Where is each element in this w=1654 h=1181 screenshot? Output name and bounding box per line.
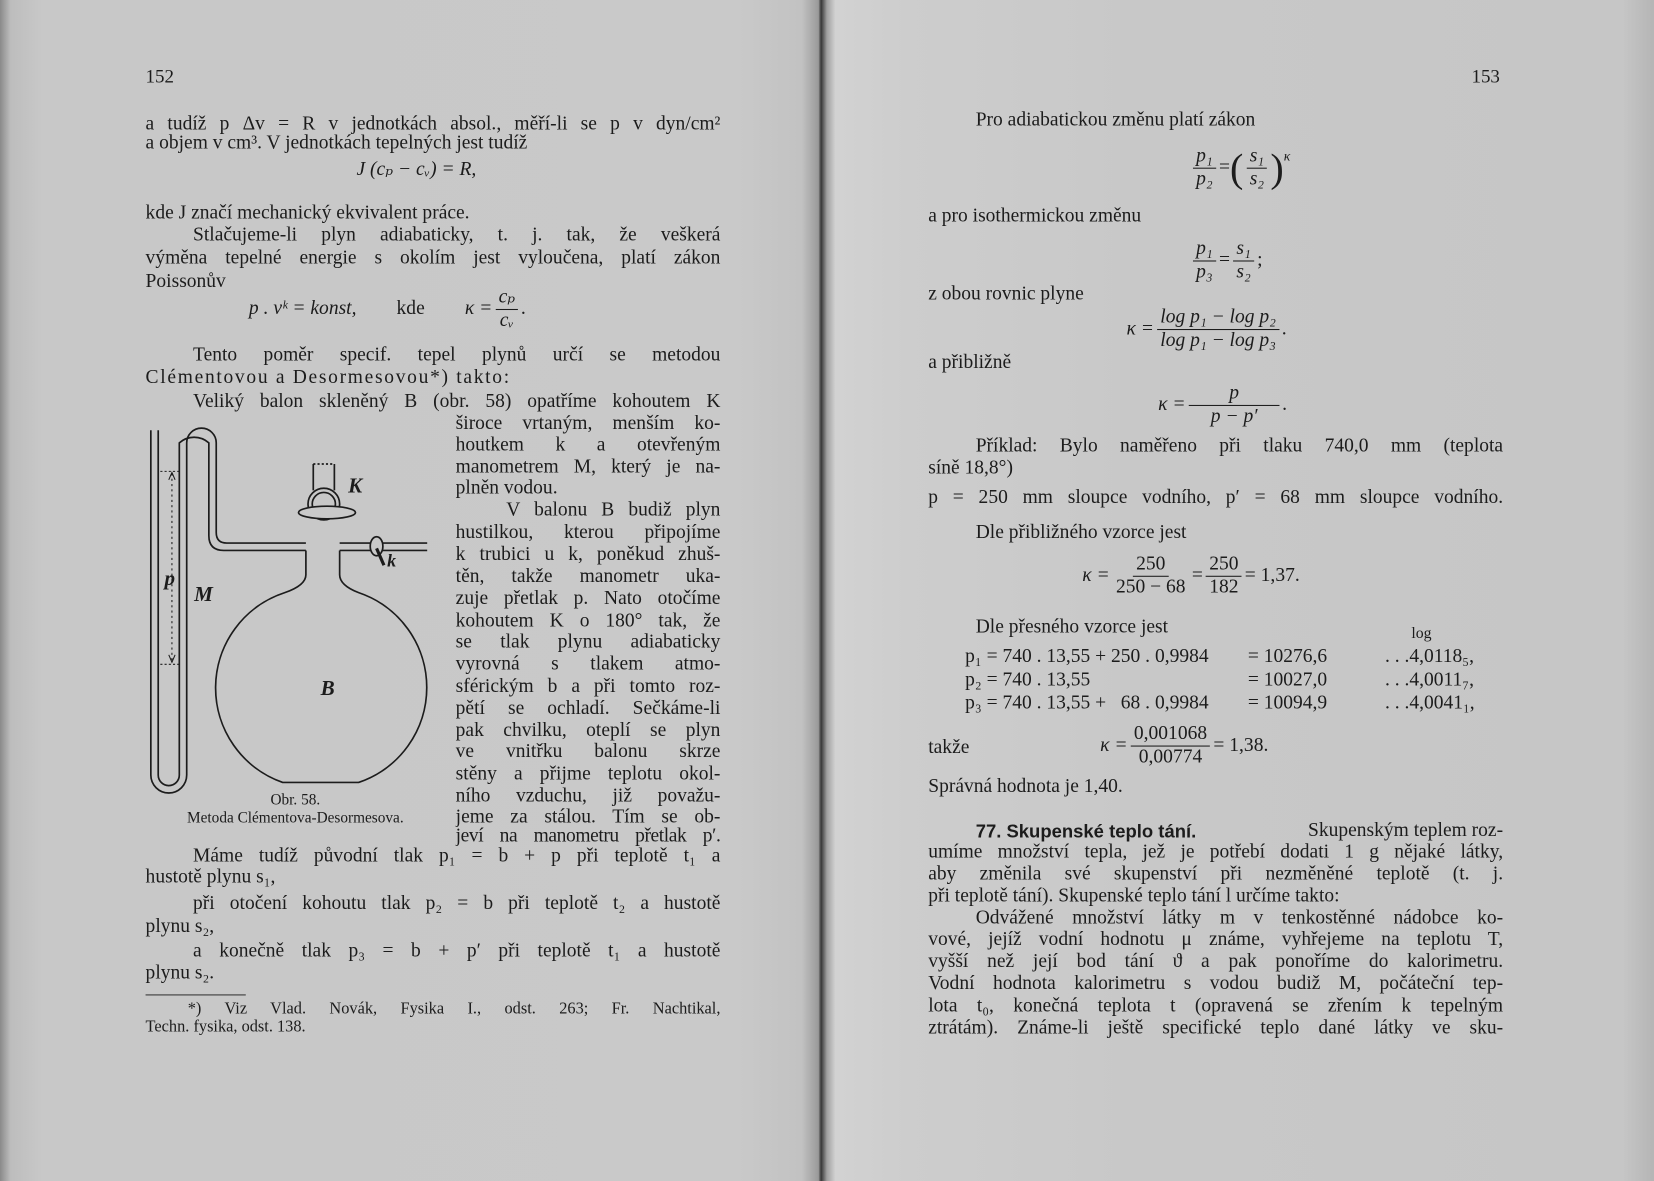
text-line: p = 250 mm sloupce vodního, p′ = 68 mm sloupce vodního.	[928, 487, 1504, 509]
text-line: široce vrtaným, menším ko-	[455, 413, 721, 435]
text-line: manometrem M, který je na-	[455, 456, 721, 478]
row-expression: p₃ = 740 . 13,55 + 68 . 0,9984	[965, 692, 1209, 714]
eq-kappa: κ =	[1126, 318, 1154, 340]
eq-kappa: κ =	[1158, 394, 1186, 416]
text-line: Odvážené množství látky m v tenkostěnné nádobce ko-	[975, 907, 1504, 930]
text-line: a pro isothermickou změnu	[928, 205, 1142, 227]
flask-B	[216, 550, 427, 782]
text-line: Clémentovou a Desormesovou*) takto:	[145, 366, 511, 389]
text-line: Správná hodnota je 1,40.	[928, 776, 1123, 798]
fraction	[1157, 307, 1279, 352]
eq-kappa: κ =	[1100, 734, 1128, 757]
exponent: κ	[1283, 147, 1291, 164]
eq-kappa: κ =	[1082, 565, 1110, 587]
fraction	[1206, 554, 1242, 599]
row-log: . . .4,0011₇,	[1384, 669, 1474, 691]
footnote-line: Techn. fysika, odst. 138.	[145, 1017, 306, 1036]
text-line: k trubici u k, poněkud zhuš-	[455, 544, 721, 566]
label-p: p	[164, 567, 176, 591]
row-value: = 10094,9	[1247, 692, 1328, 714]
row-value: = 10276,6	[1247, 646, 1328, 668]
text-line: vové, jejíž vodní hodnotu μ známe, vyhřejeme na teplotu T,	[928, 929, 1504, 951]
text-line: při otočení kohoutu tlak p₂ = b při teplotě t₂ a hustotě	[193, 893, 721, 915]
row-value: = 10027,0	[1247, 669, 1328, 691]
figure-number: Obr. 58.	[270, 791, 321, 809]
label-k: k	[387, 550, 397, 571]
denominator: s₂	[1236, 261, 1251, 283]
figure-caption: Metoda Clémentova-Desormesova.	[187, 809, 404, 827]
text-line: plynu s₂,	[145, 916, 215, 938]
text-line: zuje přetlak p. Nato otočíme	[455, 588, 721, 610]
eq-kde: kde	[396, 298, 425, 320]
text-line: výměna tepelné energie s okolím jest vyloučena, platí zákon	[145, 247, 721, 269]
text-line: V balonu B budiž plyn	[506, 499, 721, 521]
clement-desormes-apparatus-figure	[0, 0, 454, 844]
equation-example	[1082, 554, 1299, 599]
equation-adiabatic	[1190, 146, 1291, 191]
page-number: 153	[1471, 65, 1500, 87]
fraction	[1131, 723, 1211, 768]
denominator: p₃	[1196, 261, 1213, 283]
text-line: houtkem k a otevřeným	[455, 434, 721, 456]
eq-kappa: κ =	[464, 298, 493, 320]
numerator: cₚ	[495, 287, 518, 310]
equals-sign: =	[1219, 249, 1231, 272]
text-line: lota t₀, konečná teplota t (opravená se zřením k tepelným	[928, 995, 1504, 1017]
text-line: a objem v cm³. V jednotkách tepelných jest tudíž	[145, 132, 528, 154]
denominator: 0,00774	[1138, 746, 1203, 768]
text-line: Máme tudíž původní tlak p₁ = b + p při teplotě t₁ a	[193, 845, 721, 867]
page-number: 152	[145, 65, 175, 87]
eq-end: .	[521, 298, 527, 320]
text-segment: Skupenským teplem roz-	[1307, 820, 1504, 842]
text-line: těn, takže manometr uka-	[455, 566, 721, 588]
fraction	[1247, 146, 1268, 191]
label-B: B	[320, 676, 335, 701]
text-line: takže	[928, 737, 970, 759]
text-line: jeví na manometru přetlak p′.	[455, 825, 721, 847]
text-line: a tudíž p Δv = R v jednotkách absol., měří-li se p v dyn/cm²	[145, 113, 721, 135]
text-line: Příklad: Bylo naměřeno při tlaku 740,0 mm (teplota	[975, 435, 1504, 457]
fraction	[1233, 238, 1254, 283]
text-line: aby změnila své skupenství při nezměněné teplotě (t. j.	[928, 863, 1504, 885]
text-line: kde J značí mechanický ekvivalent práce.	[145, 202, 470, 224]
row-log: . . .4,0118₅,	[1384, 646, 1474, 668]
row-expression: p₂ = 740 . 13,55	[965, 669, 1091, 691]
text-line: Dle přesného vzorce jest	[975, 616, 1169, 638]
text-line: plynu s₂.	[145, 962, 215, 984]
denominator: p₂	[1196, 168, 1213, 190]
denominator: s₂	[1249, 168, 1265, 190]
semicolon: ;	[1257, 249, 1263, 272]
denominator: log p₁ − log p₃	[1160, 330, 1276, 352]
eq-lhs: p . vᵏ = konst,	[248, 298, 357, 320]
text-line: Pro adiabatickou změnu platí zákon	[975, 109, 1256, 131]
equation-result	[1100, 723, 1268, 768]
fraction	[1193, 238, 1216, 283]
text-line: a konečně tlak p₃ = b + p′ při teplotě t₁ a hustotě	[193, 940, 721, 962]
equation-approx	[1158, 383, 1287, 428]
eq-result: = 1,37.	[1244, 565, 1300, 587]
text-line: Vodní hodnota kalorimetru s vodou budiž M, počáteční tep-	[928, 973, 1504, 995]
text-line: Poissonův	[145, 271, 226, 293]
fraction	[1113, 554, 1189, 599]
text-line: ního vzduchu, již považu-	[455, 785, 721, 807]
row-log: . . .4,0041₁,	[1384, 692, 1475, 714]
footnote-divider	[146, 994, 246, 995]
text-line: a přibližně	[928, 352, 1012, 374]
text-line: pak chvilku, oteplí se plyn	[455, 720, 721, 742]
left-page	[0, 0, 821, 1181]
numerator: s₁	[1233, 238, 1254, 261]
section-heading: 77. Skupenské teplo tání.	[975, 820, 1197, 842]
stopcock-K-handle	[299, 506, 356, 519]
text-line: hustilkou, kterou připojíme	[455, 521, 721, 544]
text-line: pětí se ochladí. Sečkáme-li	[455, 698, 721, 720]
text-line: Tento poměr specif. tepel plynů určí se metodou	[193, 344, 721, 366]
row-expression: p₁ = 740 . 13,55 + 250 . 0,9984	[965, 646, 1209, 668]
log-column-header: log	[1411, 625, 1432, 643]
text-line: umíme množství tepla, jež je potřebí dodati 1 g nějaké látky,	[928, 841, 1504, 863]
label-K: K	[348, 474, 363, 498]
equation-isothermal	[1190, 238, 1263, 283]
footnote-line: *) Viz Vlad. Novák, Fysika I., odst. 263; Fr. Nachtikal,	[187, 999, 721, 1018]
text-line: síně 18,8°)	[928, 457, 1013, 479]
fraction	[1189, 383, 1280, 428]
label-M: M	[194, 583, 213, 607]
equals-sign: =	[1191, 565, 1203, 587]
text-line: Stlačujeme-li plyn adiabaticky, t. j. tak, že veškerá	[193, 224, 721, 246]
text-line: při teplotě tání). Skupenské teplo tání l určíme takto:	[928, 885, 1340, 907]
section-heading-line	[976, 819, 1503, 842]
text-line: z obou rovnic plyne	[928, 283, 1084, 305]
denominator: 250 − 68	[1115, 576, 1186, 598]
right-paren: )	[1270, 146, 1284, 191]
numerator: 0,001068	[1131, 723, 1211, 746]
text-line: ve vnitřku balonu skrze	[455, 741, 721, 763]
right-page	[821, 0, 1654, 1181]
text-line: Dle přibližného vzorce jest	[975, 521, 1187, 544]
text-line: jeme za stálou. Tím se ob-	[455, 806, 721, 828]
fraction	[495, 287, 518, 332]
eq-result: = 1,38.	[1213, 734, 1269, 757]
text-line: se tlak plynu adiabaticky	[455, 631, 721, 653]
text-line: ztrátám). Známe-li ještě specifické teplo dané látky ve sku-	[928, 1017, 1504, 1039]
eq-end: .	[1282, 394, 1288, 416]
equation-joule: J (cₚ − cᵥ) = R,	[356, 159, 477, 181]
text-line: Veliký balon skleněný B (obr. 58) opatříme kohoutem K	[193, 391, 721, 413]
text-line: sférickým b a při tomto roz-	[455, 675, 721, 698]
numerator: p₁	[1193, 238, 1216, 261]
eq-end: .	[1282, 318, 1288, 340]
numerator: 250	[1206, 554, 1242, 577]
numerator: 250	[1133, 554, 1169, 577]
stopcock-k	[370, 537, 383, 556]
text-line: stěny a přijme teplotu okol-	[455, 763, 721, 785]
equation-log	[1127, 307, 1288, 352]
numerator: p₁	[1193, 146, 1216, 169]
numerator: s₁	[1247, 146, 1268, 169]
text-line: kohoutem K o 180° tak, že	[455, 610, 721, 632]
text-line: plněn vodou.	[455, 477, 558, 499]
text-line: vyšší než její bod tání ϑ a pak ponoříme do kalorimetru.	[928, 951, 1504, 973]
denominator: 182	[1209, 576, 1239, 598]
equals-sign: =	[1219, 157, 1231, 179]
text-line: hustotě plynu s₁,	[145, 866, 276, 888]
left-paren: (	[1230, 146, 1244, 191]
denominator: cᵥ	[499, 310, 514, 332]
fraction	[1193, 146, 1216, 191]
numerator: p	[1189, 383, 1280, 406]
text-line: vyrovná s tlakem atmo-	[455, 653, 721, 675]
numerator: log p₁ − log p₂	[1157, 307, 1279, 330]
denominator: p − p′	[1210, 405, 1258, 428]
stopcock-K-tube	[313, 464, 334, 490]
manometer-inner-tube	[158, 430, 306, 785]
